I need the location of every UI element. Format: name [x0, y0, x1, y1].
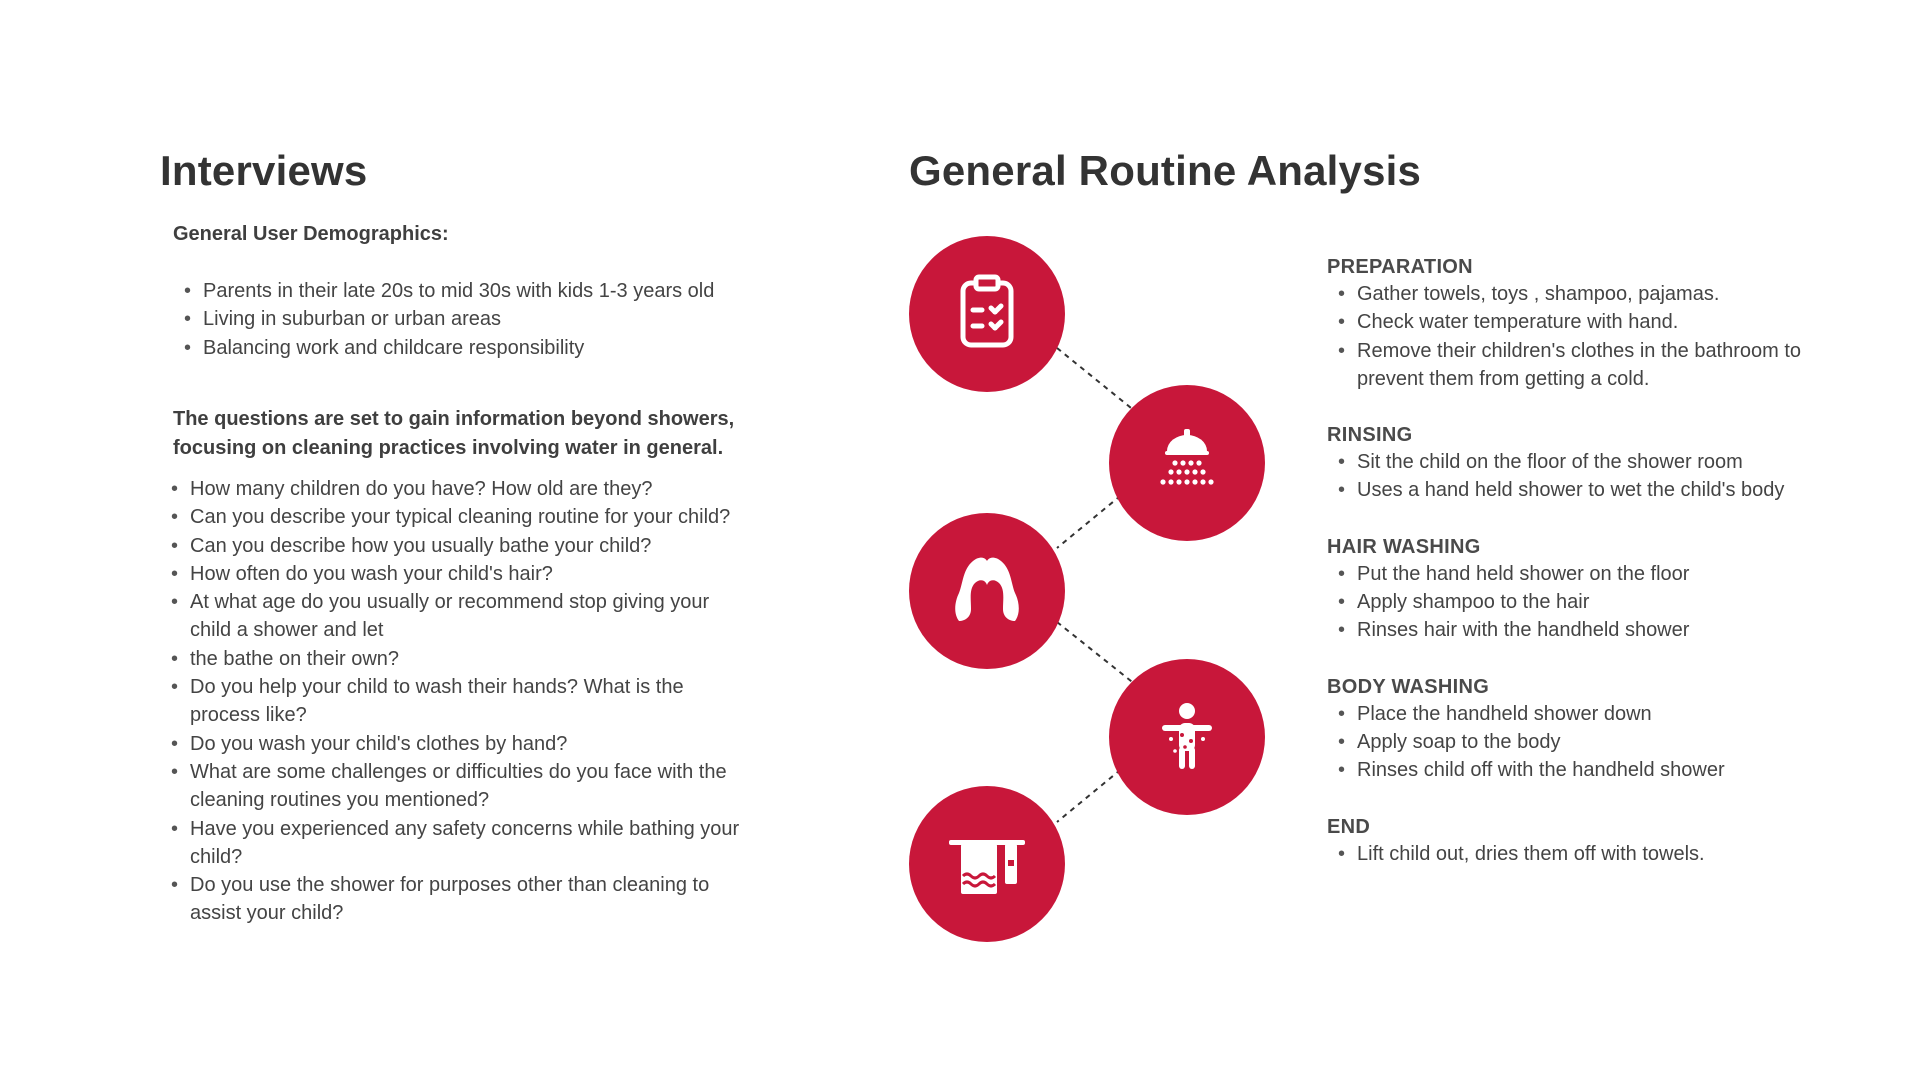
demographics-list	[173, 277, 873, 362]
step-hair-washing	[1327, 534, 1847, 645]
step-items	[1327, 560, 1847, 645]
list-item: • Parents in their late 20s to mid 30s with kids 1-3 years old	[173, 277, 873, 305]
list-item: • Living in suburban or urban areas	[173, 305, 873, 333]
step-label: RINSING	[1327, 424, 1413, 447]
list-item: • the bathe on their own?	[160, 645, 750, 673]
list-item: • Put the hand held shower on the floor	[1327, 560, 1847, 588]
list-item: • Can you describe your typical cleaning routine for your child?	[160, 503, 750, 531]
step-label: PREPARATION	[1327, 256, 1473, 278]
list-item: • Do you wash your child's clothes by hand?	[160, 730, 750, 758]
step-end	[1327, 814, 1847, 868]
questions-intro-line1: The questions are set to gain information beyond showers,	[173, 408, 735, 430]
routine-title: General Routine Analysis	[909, 147, 1422, 194]
list-item: • Lift child out, dries them off with towels.	[1327, 840, 1847, 868]
end-circle	[909, 786, 1065, 942]
list-item: • Uses a hand held shower to wet the child's body	[1327, 476, 1847, 504]
questions-intro	[173, 405, 873, 462]
list-item: • Balancing work and childcare responsibility	[173, 334, 873, 362]
list-item: • Check water temperature with hand.	[1327, 308, 1847, 336]
step-label: HAIR WASHING	[1327, 535, 1481, 558]
list-item: • Remove their children's clothes in the bathroom to prevent them from getting a cold.	[1327, 337, 1847, 394]
step-items	[1327, 700, 1847, 785]
step-label: END	[1327, 815, 1371, 838]
interviews-section	[160, 145, 880, 925]
demographics-label: General User Demographics:	[173, 223, 449, 245]
list-item: • Sit the child on the floor of the shower room	[1327, 448, 1847, 476]
child-icon	[1109, 659, 1265, 815]
hair-icon	[909, 513, 1065, 669]
hair-washing-circle	[909, 513, 1065, 669]
list-item: • Rinses hair with the handheld shower	[1327, 616, 1847, 644]
list-item: • Have you experienced any safety concerns while bathing your child?	[160, 815, 750, 872]
list-item: • What are some challenges or difficulties do you face with the cleaning routines you mentioned?	[160, 758, 750, 815]
interviews-title: Interviews	[160, 147, 368, 194]
preparation-circle	[909, 236, 1065, 392]
list-item: • Gather towels, toys , shampoo, pajamas.	[1327, 280, 1847, 308]
list-item: • Can you describe how you usually bathe your child?	[160, 532, 750, 560]
step-preparation	[1327, 254, 1847, 393]
list-item: • At what age do you usually or recommend stop giving your child a shower and let	[160, 588, 750, 645]
clipboard-icon	[909, 236, 1065, 392]
step-items	[1327, 448, 1847, 505]
step-items	[1327, 840, 1847, 868]
list-item: • How often do you wash your child's hair?	[160, 560, 750, 588]
step-items	[1327, 280, 1847, 393]
list-item: • Do you use the shower for purposes other than cleaning to assist your child?	[160, 871, 750, 928]
routine-steps	[1327, 254, 1847, 897]
list-item: • Rinses child off with the handheld shower	[1327, 756, 1847, 784]
list-item: • How many children do you have? How old are they?	[160, 475, 750, 503]
list-item: • Apply soap to the body	[1327, 728, 1847, 756]
questions-intro-line2: focusing on cleaning practices involving water in general.	[173, 436, 724, 459]
list-item: • Apply shampoo to the hair	[1327, 588, 1847, 616]
body-washing-circle	[1109, 659, 1265, 815]
questions-list	[160, 475, 750, 928]
step-body-washing	[1327, 674, 1847, 785]
towel-icon	[909, 786, 1065, 942]
rinsing-circle	[1109, 385, 1265, 541]
routine-diagram	[900, 230, 1280, 950]
step-rinsing	[1327, 422, 1847, 505]
shower-head-icon	[1109, 385, 1265, 541]
step-label: BODY WASHING	[1327, 675, 1490, 698]
list-item: • Do you help your child to wash their hands? What is the process like?	[160, 673, 750, 730]
list-item: • Place the handheld shower down	[1327, 700, 1847, 728]
